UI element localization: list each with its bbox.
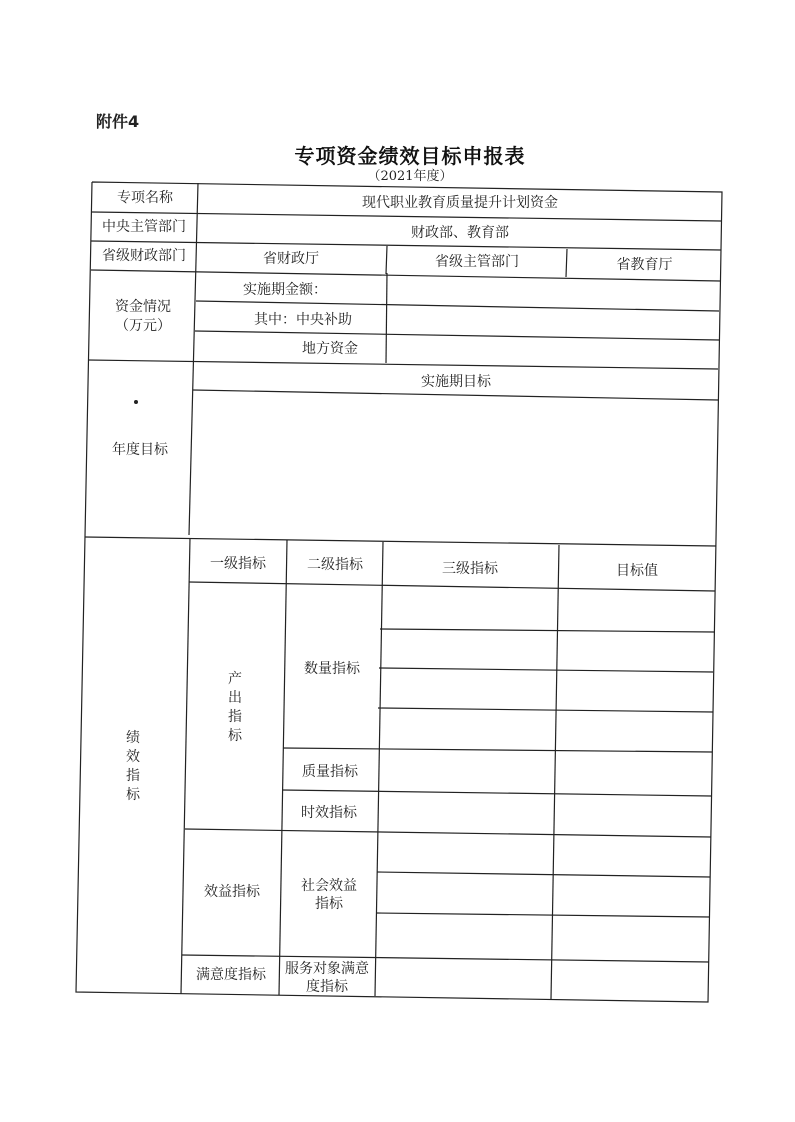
header-level2: 二级指标 [307, 557, 363, 573]
timeliness-label: 时效指标 [301, 805, 357, 821]
funds-central-label: 其中：中央补助 [254, 312, 352, 328]
ink-dot [134, 400, 138, 404]
annual-goal-label: 年度目标 [112, 442, 168, 458]
central-dept-label: 中央主管部门 [102, 219, 186, 235]
project-name-label: 专项名称 [117, 190, 173, 206]
attachment-label: 附件4 [96, 112, 140, 131]
header-level3: 三级指标 [442, 561, 498, 577]
project-name-value: 现代职业教育质量提升计划资金 [362, 195, 558, 211]
header-level1: 一级指标 [210, 556, 266, 572]
funds-label-line1: 资金情况 [115, 299, 171, 315]
provincial-dept-label: 省级主管部门 [435, 254, 519, 270]
benefit-label: 效益指标 [204, 884, 260, 900]
form-title: 专项资金绩效目标申报表 [294, 144, 526, 168]
provincial-dept-value: 省教育厅 [616, 257, 673, 273]
form-year: （2021年度） [367, 169, 453, 184]
provincial-finance-label: 省级财政部门 [102, 248, 186, 264]
output-label: 产出指标 [228, 671, 242, 744]
performance-label: 绩效指标 [126, 730, 140, 803]
quality-label: 质量指标 [302, 764, 358, 780]
header-target: 目标值 [616, 563, 658, 579]
funds-label-line2: （万元） [115, 318, 171, 334]
social-benefit-label: 社会效益指标 [301, 878, 357, 912]
provincial-finance-value: 省财政厅 [263, 251, 319, 267]
funds-total-label: 实施期金额： [243, 282, 327, 298]
satisfaction-label: 满意度指标 [196, 967, 266, 983]
central-dept-value: 财政部、教育部 [411, 225, 509, 241]
funds-local-label: 地方资金 [302, 341, 358, 357]
quantity-label: 数量指标 [304, 661, 360, 677]
service-satisfaction-label: 服务对象满意度指标 [285, 961, 369, 995]
period-goal-label: 实施期目标 [421, 374, 491, 390]
